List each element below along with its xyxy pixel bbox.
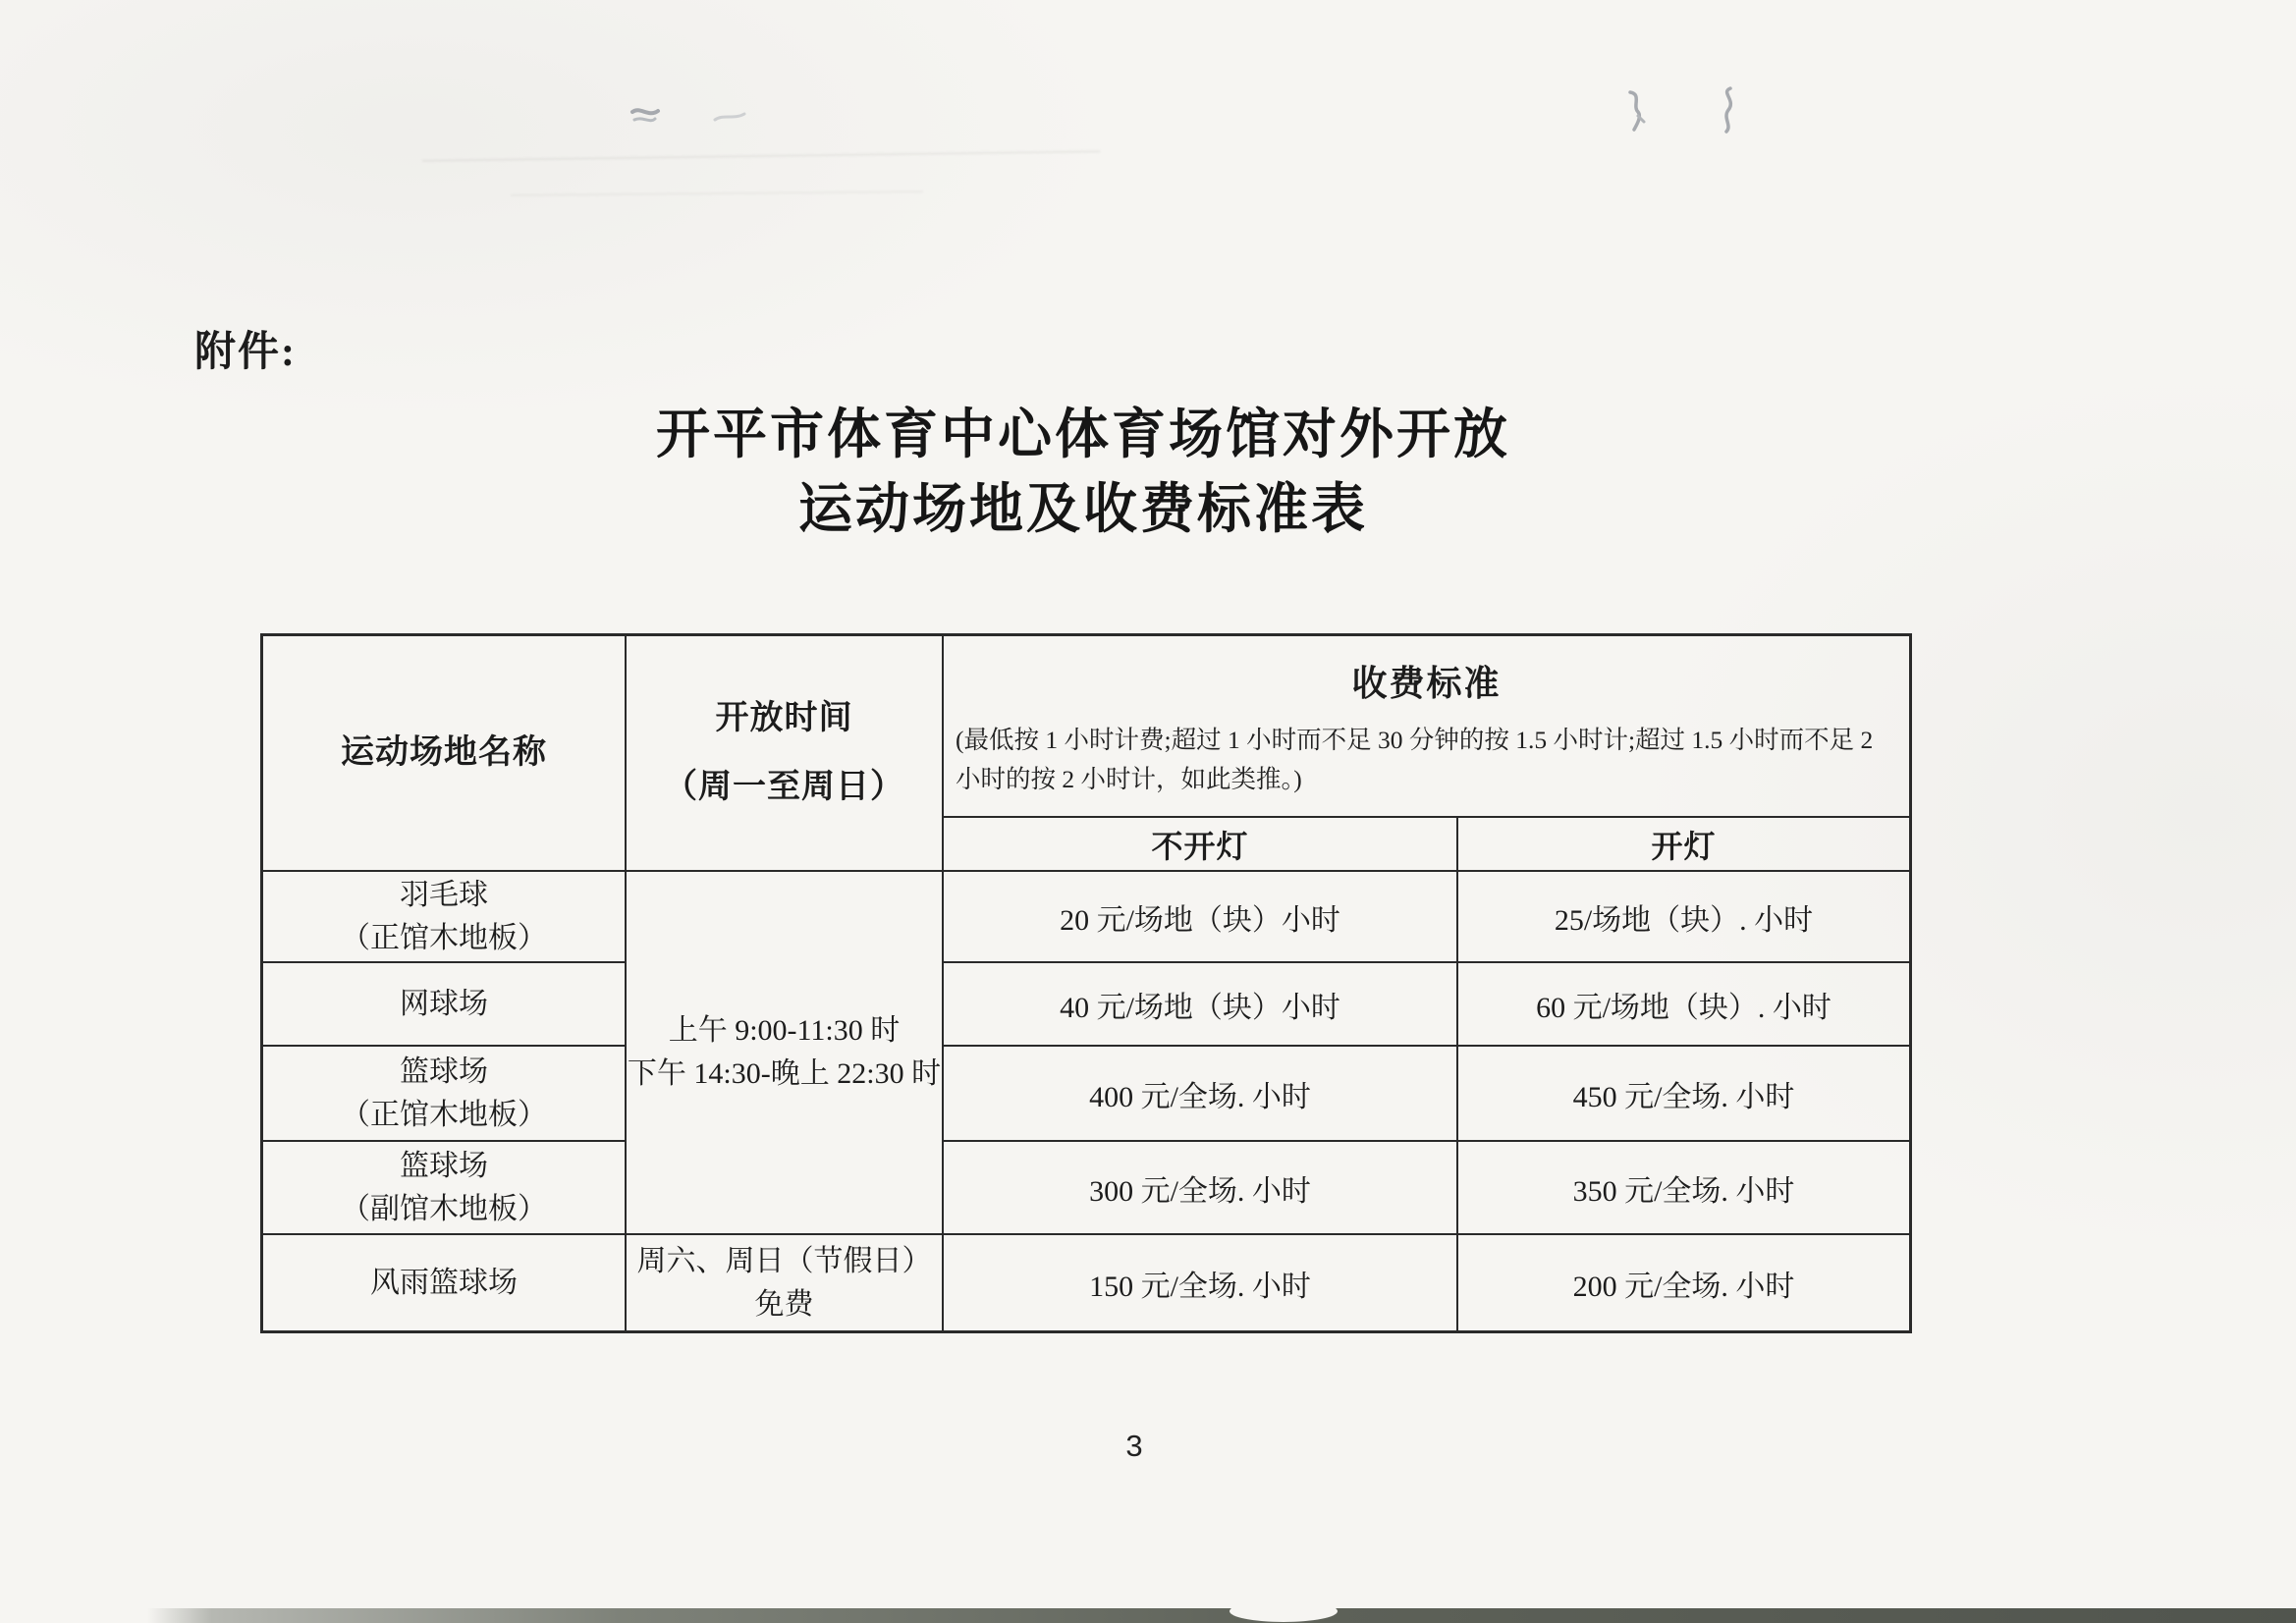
pencil-smudge-right-1 xyxy=(1622,88,1652,134)
venue-cell-basketball-aux: 篮球场 （副馆木地板） xyxy=(263,1142,627,1235)
venue-cell-tennis: 网球场 xyxy=(263,963,627,1047)
document-title xyxy=(260,398,1906,547)
venue-cell-outdoor-basketball: 风雨篮球场 xyxy=(263,1235,627,1330)
title-line-1: 开平市体育中心体育场馆对外开放 xyxy=(655,405,1510,464)
fee-standard-note xyxy=(944,721,1909,799)
fee-standard-title: 收费标准 xyxy=(1351,664,1502,703)
attachment-label: 附件: xyxy=(194,330,297,375)
fee-off-outdoor-basketball: 150 元/全场. 小时 xyxy=(944,1235,1458,1330)
header-lights-on: 开灯 xyxy=(1458,818,1909,872)
open-time-weekend-cell: 周六、周日（节假日） 免费 xyxy=(627,1235,944,1330)
fee-on-basketball-aux: 350 元/全场. 小时 xyxy=(1458,1142,1909,1235)
fee-note-line-1: (最低按 1 小时计费;超过 1 小时而不足 30 分钟的按 1.5 小时计;超过 1.5 小时而不足 2 xyxy=(956,726,1874,754)
fee-off-tennis: 40 元/场地（块）小时 xyxy=(944,963,1458,1047)
fee-table xyxy=(260,633,1912,1333)
fee-off-badminton: 20 元/场地（块）小时 xyxy=(944,872,1458,963)
scanner-edge-shadow xyxy=(147,1608,2296,1623)
pencil-smudge-left-2 xyxy=(713,108,746,126)
page-number: 3 xyxy=(1125,1429,1143,1463)
header-lights-off: 不开灯 xyxy=(944,818,1458,872)
open-time-weekday-cell: 上午 9:00-11:30 时 下午 14:30-晚上 22:30 时 xyxy=(627,872,944,1235)
scan-crease-line-2 xyxy=(511,190,923,196)
fee-on-tennis: 60 元/场地（块）. 小时 xyxy=(1458,963,1909,1047)
fee-note-line-2: 小时的按 2 小时计，如此类推。) xyxy=(956,765,1302,793)
venue-cell-basketball-main: 篮球场 （正馆木地板） xyxy=(263,1047,627,1142)
header-venue-name: 运动场地名称 xyxy=(263,636,627,872)
fee-on-badminton: 25/场地（块）. 小时 xyxy=(1458,872,1909,963)
scanner-edge-highlight xyxy=(1230,1600,1338,1622)
fee-on-outdoor-basketball: 200 元/全场. 小时 xyxy=(1572,1270,1795,1303)
fee-off-basketball-main: 400 元/全场. 小时 xyxy=(944,1047,1458,1142)
title-line-2: 运动场地及收费标准表 xyxy=(797,479,1368,539)
fee-on-basketball-main: 450 元/全场. 小时 xyxy=(1458,1047,1909,1142)
header-open-time: 开放时间 （周一至周日） xyxy=(627,636,944,872)
header-fee-standard xyxy=(944,636,1909,818)
scan-crease-line xyxy=(422,150,1100,162)
pencil-smudge-right-2 xyxy=(1717,84,1742,135)
pencil-smudge-left xyxy=(629,102,676,128)
venue-cell-badminton: 羽毛球 （正馆木地板） xyxy=(263,872,627,963)
fee-off-basketball-aux: 300 元/全场. 小时 xyxy=(944,1142,1458,1235)
